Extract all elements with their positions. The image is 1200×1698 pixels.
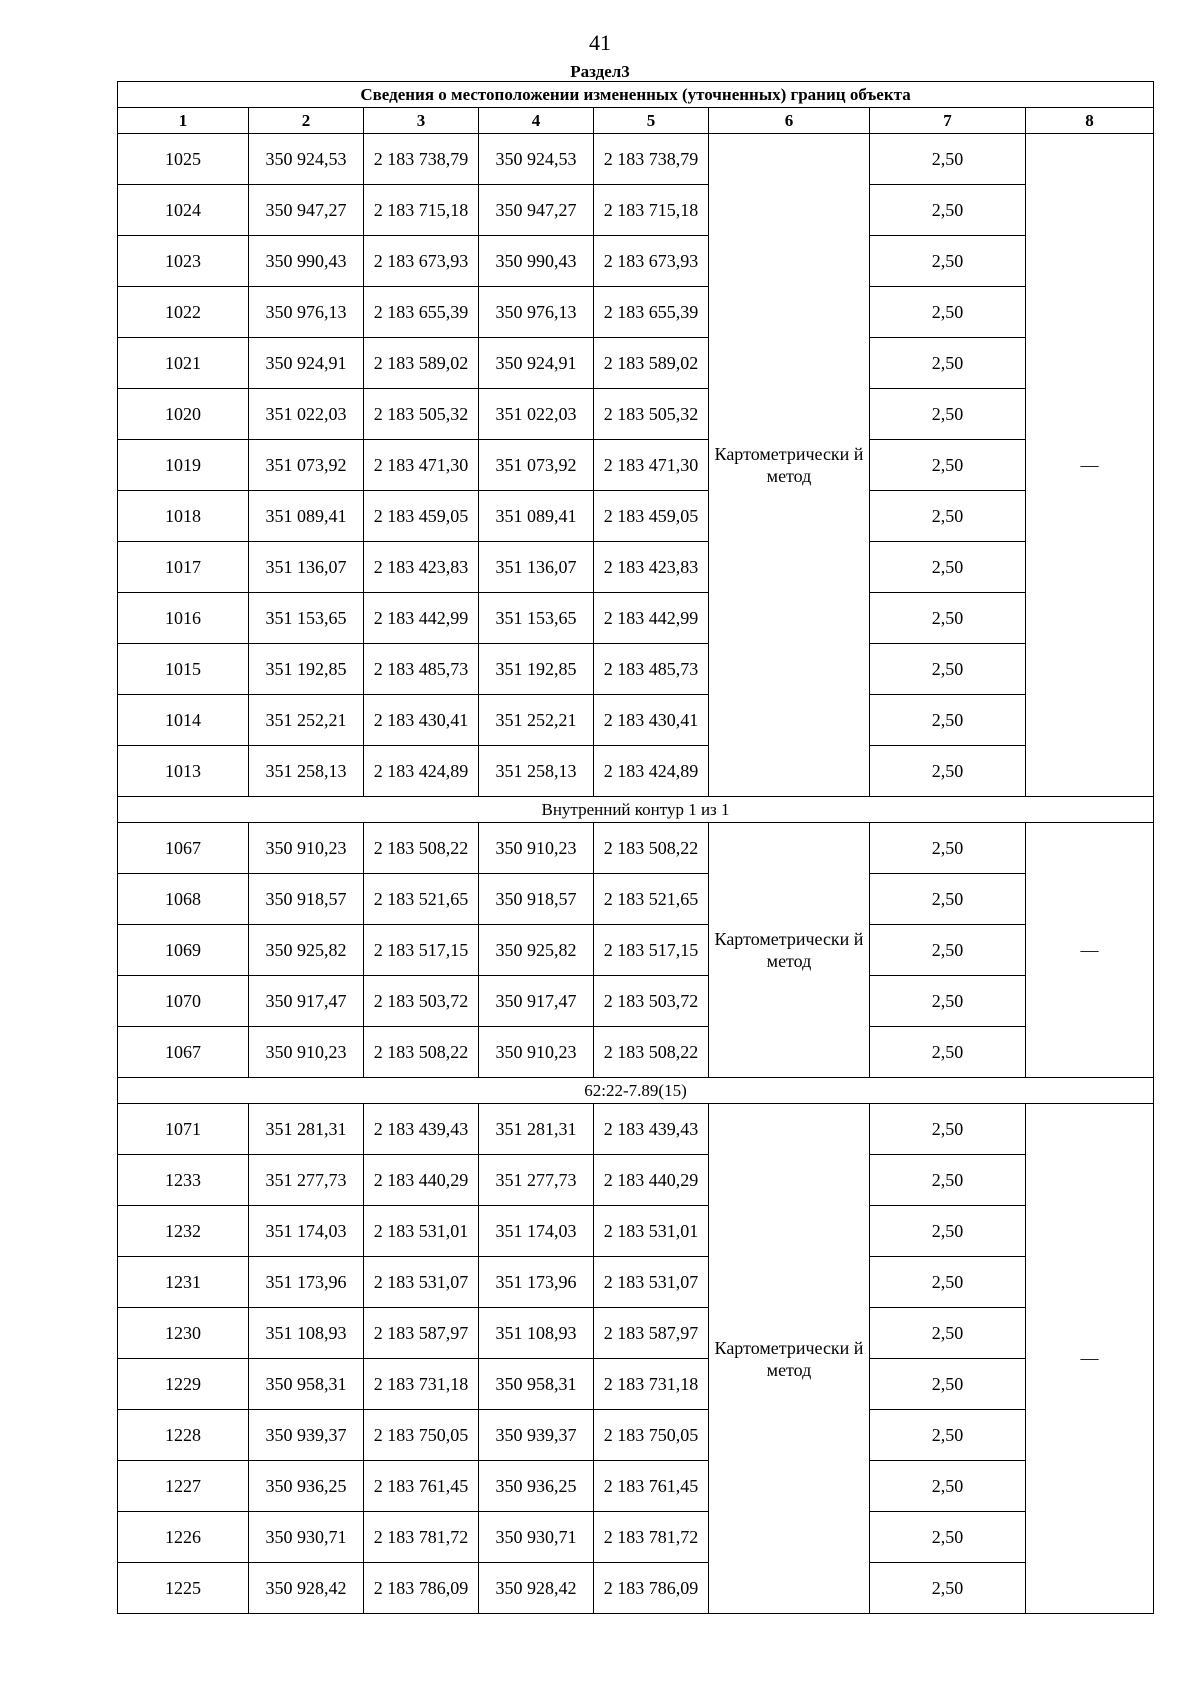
y-existing-cell: 2 183 715,18 <box>364 185 479 236</box>
table-header-row <box>118 108 1154 134</box>
table-row <box>118 1104 1154 1155</box>
x-existing-cell: 350 924,91 <box>249 338 364 389</box>
method-cell: Картометрически й метод <box>709 134 870 797</box>
table-row <box>118 389 1154 440</box>
x-existing-cell: 350 990,43 <box>249 236 364 287</box>
x-new-cell: 350 947,27 <box>479 185 594 236</box>
coordinates-table <box>117 81 1154 1614</box>
accuracy-cell: 2,50 <box>870 1512 1026 1563</box>
y-existing-cell: 2 183 655,39 <box>364 287 479 338</box>
x-existing-cell: 351 073,92 <box>249 440 364 491</box>
table-row <box>118 338 1154 389</box>
x-existing-cell: 351 277,73 <box>249 1155 364 1206</box>
column-header-7: 7 <box>870 108 1026 134</box>
accuracy-cell: 2,50 <box>870 1206 1026 1257</box>
column-header-3: 3 <box>364 108 479 134</box>
table-row <box>118 542 1154 593</box>
x-new-cell: 351 277,73 <box>479 1155 594 1206</box>
x-new-cell: 351 258,13 <box>479 746 594 797</box>
x-existing-cell: 351 089,41 <box>249 491 364 542</box>
method-cell: Картометрически й метод <box>709 1104 870 1614</box>
x-existing-cell: 350 936,25 <box>249 1461 364 1512</box>
accuracy-cell: 2,50 <box>870 1257 1026 1308</box>
x-new-cell: 350 917,47 <box>479 976 594 1027</box>
column-8-cell: — <box>1026 823 1154 1078</box>
section-title: Раздел3 <box>570 62 630 81</box>
y-existing-cell: 2 183 503,72 <box>364 976 479 1027</box>
y-new-cell: 2 183 508,22 <box>594 823 709 874</box>
x-new-cell: 351 136,07 <box>479 542 594 593</box>
y-new-cell: 2 183 655,39 <box>594 287 709 338</box>
x-existing-cell: 350 958,31 <box>249 1359 364 1410</box>
y-existing-cell: 2 183 781,72 <box>364 1512 479 1563</box>
column-header-2: 2 <box>249 108 364 134</box>
x-existing-cell: 351 174,03 <box>249 1206 364 1257</box>
group-label: Внутренний контур 1 из 1 <box>118 797 1154 823</box>
point-number-cell: 1020 <box>118 389 249 440</box>
table-row <box>118 1359 1154 1410</box>
point-number-cell: 1070 <box>118 976 249 1027</box>
accuracy-cell: 2,50 <box>870 874 1026 925</box>
y-new-cell: 2 183 440,29 <box>594 1155 709 1206</box>
accuracy-cell: 2,50 <box>870 338 1026 389</box>
x-new-cell: 351 281,31 <box>479 1104 594 1155</box>
table-row <box>118 185 1154 236</box>
x-existing-cell: 351 108,93 <box>249 1308 364 1359</box>
y-existing-cell: 2 183 439,43 <box>364 1104 479 1155</box>
y-existing-cell: 2 183 521,65 <box>364 874 479 925</box>
accuracy-cell: 2,50 <box>870 976 1026 1027</box>
y-existing-cell: 2 183 471,30 <box>364 440 479 491</box>
point-number-cell: 1230 <box>118 1308 249 1359</box>
y-new-cell: 2 183 430,41 <box>594 695 709 746</box>
table-title: Сведения о местоположении измененных (уточненных) границ объекта <box>118 82 1154 108</box>
column-header-8: 8 <box>1026 108 1154 134</box>
y-existing-cell: 2 183 423,83 <box>364 542 479 593</box>
y-new-cell: 2 183 459,05 <box>594 491 709 542</box>
table-row <box>118 1257 1154 1308</box>
table-row <box>118 593 1154 644</box>
point-number-cell: 1226 <box>118 1512 249 1563</box>
y-new-cell: 2 183 673,93 <box>594 236 709 287</box>
x-new-cell: 351 108,93 <box>479 1308 594 1359</box>
x-existing-cell: 351 192,85 <box>249 644 364 695</box>
x-new-cell: 350 924,53 <box>479 134 594 185</box>
x-existing-cell: 350 917,47 <box>249 976 364 1027</box>
column-header-4: 4 <box>479 108 594 134</box>
accuracy-cell: 2,50 <box>870 1410 1026 1461</box>
group-label-row <box>118 1078 1154 1104</box>
x-new-cell: 350 910,23 <box>479 823 594 874</box>
accuracy-cell: 2,50 <box>870 491 1026 542</box>
column-8-cell: — <box>1026 1104 1154 1614</box>
table-row <box>118 695 1154 746</box>
accuracy-cell: 2,50 <box>870 185 1026 236</box>
table-row <box>118 823 1154 874</box>
accuracy-cell: 2,50 <box>870 542 1026 593</box>
table-row <box>118 1563 1154 1614</box>
y-new-cell: 2 183 517,15 <box>594 925 709 976</box>
y-existing-cell: 2 183 430,41 <box>364 695 479 746</box>
y-new-cell: 2 183 503,72 <box>594 976 709 1027</box>
accuracy-cell: 2,50 <box>870 287 1026 338</box>
y-new-cell: 2 183 442,99 <box>594 593 709 644</box>
y-new-cell: 2 183 738,79 <box>594 134 709 185</box>
x-existing-cell: 351 258,13 <box>249 746 364 797</box>
accuracy-cell: 2,50 <box>870 695 1026 746</box>
x-new-cell: 351 173,96 <box>479 1257 594 1308</box>
x-new-cell: 351 089,41 <box>479 491 594 542</box>
accuracy-cell: 2,50 <box>870 644 1026 695</box>
accuracy-cell: 2,50 <box>870 1027 1026 1078</box>
x-new-cell: 350 928,42 <box>479 1563 594 1614</box>
table-row <box>118 1512 1154 1563</box>
x-existing-cell: 350 918,57 <box>249 874 364 925</box>
point-number-cell: 1014 <box>118 695 249 746</box>
point-number-cell: 1022 <box>118 287 249 338</box>
y-new-cell: 2 183 471,30 <box>594 440 709 491</box>
x-new-cell: 351 022,03 <box>479 389 594 440</box>
x-new-cell: 350 936,25 <box>479 1461 594 1512</box>
accuracy-cell: 2,50 <box>870 593 1026 644</box>
accuracy-cell: 2,50 <box>870 1359 1026 1410</box>
x-new-cell: 350 990,43 <box>479 236 594 287</box>
point-number-cell: 1069 <box>118 925 249 976</box>
table-row <box>118 1155 1154 1206</box>
x-existing-cell: 351 153,65 <box>249 593 364 644</box>
x-new-cell: 351 174,03 <box>479 1206 594 1257</box>
x-existing-cell: 350 947,27 <box>249 185 364 236</box>
point-number-cell: 1067 <box>118 823 249 874</box>
y-existing-cell: 2 183 508,22 <box>364 823 479 874</box>
accuracy-cell: 2,50 <box>870 389 1026 440</box>
y-existing-cell: 2 183 786,09 <box>364 1563 479 1614</box>
x-new-cell: 350 925,82 <box>479 925 594 976</box>
accuracy-cell: 2,50 <box>870 1155 1026 1206</box>
point-number-cell: 1015 <box>118 644 249 695</box>
accuracy-cell: 2,50 <box>870 746 1026 797</box>
x-new-cell: 350 918,57 <box>479 874 594 925</box>
x-existing-cell: 350 976,13 <box>249 287 364 338</box>
table-row <box>118 746 1154 797</box>
group-label: 62:22-7.89(15) <box>118 1078 1154 1104</box>
y-new-cell: 2 183 531,07 <box>594 1257 709 1308</box>
x-existing-cell: 351 252,21 <box>249 695 364 746</box>
y-new-cell: 2 183 715,18 <box>594 185 709 236</box>
y-new-cell: 2 183 531,01 <box>594 1206 709 1257</box>
point-number-cell: 1025 <box>118 134 249 185</box>
y-new-cell: 2 183 786,09 <box>594 1563 709 1614</box>
y-existing-cell: 2 183 750,05 <box>364 1410 479 1461</box>
y-existing-cell: 2 183 731,18 <box>364 1359 479 1410</box>
x-existing-cell: 350 924,53 <box>249 134 364 185</box>
column-header-1: 1 <box>118 108 249 134</box>
y-existing-cell: 2 183 761,45 <box>364 1461 479 1512</box>
x-existing-cell: 350 925,82 <box>249 925 364 976</box>
table-row <box>118 491 1154 542</box>
point-number-cell: 1021 <box>118 338 249 389</box>
x-existing-cell: 350 939,37 <box>249 1410 364 1461</box>
y-existing-cell: 2 183 517,15 <box>364 925 479 976</box>
x-existing-cell: 350 910,23 <box>249 823 364 874</box>
method-cell: Картометрически й метод <box>709 823 870 1078</box>
accuracy-cell: 2,50 <box>870 1308 1026 1359</box>
x-existing-cell: 350 910,23 <box>249 1027 364 1078</box>
accuracy-cell: 2,50 <box>870 1104 1026 1155</box>
point-number-cell: 1228 <box>118 1410 249 1461</box>
group-label-row <box>118 797 1154 823</box>
table-row <box>118 925 1154 976</box>
x-new-cell: 350 924,91 <box>479 338 594 389</box>
point-number-cell: 1233 <box>118 1155 249 1206</box>
y-existing-cell: 2 183 424,89 <box>364 746 479 797</box>
y-existing-cell: 2 183 589,02 <box>364 338 479 389</box>
y-existing-cell: 2 183 442,99 <box>364 593 479 644</box>
table-row <box>118 1206 1154 1257</box>
column-header-6: 6 <box>709 108 870 134</box>
y-new-cell: 2 183 439,43 <box>594 1104 709 1155</box>
y-existing-cell: 2 183 531,07 <box>364 1257 479 1308</box>
accuracy-cell: 2,50 <box>870 823 1026 874</box>
table-row <box>118 236 1154 287</box>
table-row <box>118 644 1154 695</box>
point-number-cell: 1071 <box>118 1104 249 1155</box>
table-row <box>118 134 1154 185</box>
point-number-cell: 1016 <box>118 593 249 644</box>
point-number-cell: 1019 <box>118 440 249 491</box>
accuracy-cell: 2,50 <box>870 1563 1026 1614</box>
table-row <box>118 287 1154 338</box>
x-existing-cell: 351 173,96 <box>249 1257 364 1308</box>
x-new-cell: 350 958,31 <box>479 1359 594 1410</box>
point-number-cell: 1229 <box>118 1359 249 1410</box>
y-existing-cell: 2 183 508,22 <box>364 1027 479 1078</box>
y-new-cell: 2 183 781,72 <box>594 1512 709 1563</box>
point-number-cell: 1068 <box>118 874 249 925</box>
table-row <box>118 1308 1154 1359</box>
x-new-cell: 351 192,85 <box>479 644 594 695</box>
point-number-cell: 1018 <box>118 491 249 542</box>
y-new-cell: 2 183 505,32 <box>594 389 709 440</box>
x-new-cell: 351 252,21 <box>479 695 594 746</box>
y-new-cell: 2 183 424,89 <box>594 746 709 797</box>
table-row <box>118 1461 1154 1512</box>
y-new-cell: 2 183 508,22 <box>594 1027 709 1078</box>
point-number-cell: 1231 <box>118 1257 249 1308</box>
accuracy-cell: 2,50 <box>870 1461 1026 1512</box>
point-number-cell: 1225 <box>118 1563 249 1614</box>
y-existing-cell: 2 183 673,93 <box>364 236 479 287</box>
table-row <box>118 874 1154 925</box>
x-new-cell: 351 073,92 <box>479 440 594 491</box>
table-row <box>118 976 1154 1027</box>
y-new-cell: 2 183 750,05 <box>594 1410 709 1461</box>
x-existing-cell: 351 022,03 <box>249 389 364 440</box>
y-new-cell: 2 183 485,73 <box>594 644 709 695</box>
accuracy-cell: 2,50 <box>870 236 1026 287</box>
x-new-cell: 350 976,13 <box>479 287 594 338</box>
y-existing-cell: 2 183 485,73 <box>364 644 479 695</box>
x-new-cell: 350 910,23 <box>479 1027 594 1078</box>
x-existing-cell: 350 930,71 <box>249 1512 364 1563</box>
y-new-cell: 2 183 423,83 <box>594 542 709 593</box>
y-existing-cell: 2 183 531,01 <box>364 1206 479 1257</box>
point-number-cell: 1024 <box>118 185 249 236</box>
x-existing-cell: 351 281,31 <box>249 1104 364 1155</box>
y-existing-cell: 2 183 738,79 <box>364 134 479 185</box>
point-number-cell: 1232 <box>118 1206 249 1257</box>
accuracy-cell: 2,50 <box>870 925 1026 976</box>
column-header-5: 5 <box>594 108 709 134</box>
table-row <box>118 1410 1154 1461</box>
point-number-cell: 1067 <box>118 1027 249 1078</box>
table-row <box>118 440 1154 491</box>
accuracy-cell: 2,50 <box>870 134 1026 185</box>
point-number-cell: 1227 <box>118 1461 249 1512</box>
y-existing-cell: 2 183 440,29 <box>364 1155 479 1206</box>
y-new-cell: 2 183 587,97 <box>594 1308 709 1359</box>
x-new-cell: 351 153,65 <box>479 593 594 644</box>
column-8-cell: — <box>1026 134 1154 797</box>
y-new-cell: 2 183 589,02 <box>594 338 709 389</box>
point-number-cell: 1023 <box>118 236 249 287</box>
y-new-cell: 2 183 761,45 <box>594 1461 709 1512</box>
x-existing-cell: 350 928,42 <box>249 1563 364 1614</box>
accuracy-cell: 2,50 <box>870 440 1026 491</box>
table-row <box>118 1027 1154 1078</box>
x-existing-cell: 351 136,07 <box>249 542 364 593</box>
x-new-cell: 350 930,71 <box>479 1512 594 1563</box>
y-new-cell: 2 183 731,18 <box>594 1359 709 1410</box>
y-existing-cell: 2 183 587,97 <box>364 1308 479 1359</box>
y-new-cell: 2 183 521,65 <box>594 874 709 925</box>
x-new-cell: 350 939,37 <box>479 1410 594 1461</box>
page-number: 41 <box>589 30 611 55</box>
point-number-cell: 1013 <box>118 746 249 797</box>
y-existing-cell: 2 183 459,05 <box>364 491 479 542</box>
y-existing-cell: 2 183 505,32 <box>364 389 479 440</box>
point-number-cell: 1017 <box>118 542 249 593</box>
